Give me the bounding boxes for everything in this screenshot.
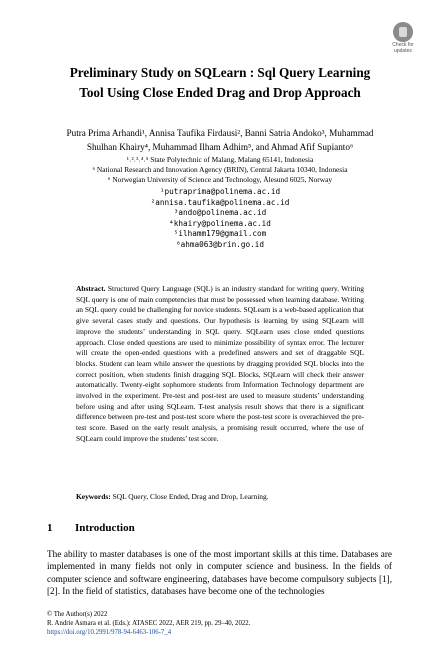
badge-label-line1: Check for	[392, 42, 414, 48]
affiliation-3: ⁶ Norwegian University of Science and Technology, Ålesund 6025, Norway	[107, 175, 333, 184]
authors-line-1: Putra Prima Arhandi¹, Annisa Taufika Firdausi², Banni Satria Andoko³, Muhammad	[66, 128, 374, 138]
paper-title	[40, 63, 400, 103]
section-heading	[47, 521, 347, 535]
keywords-label: Keywords:	[76, 492, 111, 501]
check-for-updates-badge[interactable]	[388, 22, 418, 58]
badge-label-line2: updates	[394, 48, 412, 54]
affiliation-1: ¹˒²˒³˒⁴˒⁵ State Polytechnic of Malang, Malang 65141, Indonesia	[126, 155, 314, 164]
section-number: 1	[47, 522, 53, 534]
check-for-updates-icon	[393, 22, 413, 42]
title-line-2: Tool Using Close Ended Drag and Drop Approach	[79, 85, 361, 100]
affiliations	[30, 155, 410, 185]
email-4[interactable]: ⁴khairy@polinema.ac.id	[169, 218, 271, 228]
abstract-text: Structured Query Language (SQL) is an industry standard for writing query. Writing SQL query is one of main competencies that must be possessed when learning database. Writing an SQL query could be challenging for novice students. SQLearn is a web-based application that give several cases study and questions. Our hypothesis is learning by using SQLearn will improve the students’ understanding in SQL query. SQLearn uses close ended questions approach. Close ended questions are used to minimize possibility of syntax error. The lecturer will create the open-ended questions with a predefined answers and set of draggable SQL blocks. Student can learn while answer the questions by dragging provided SQL blocks into the correct position, when students finish dragging SQL Blocks, SQLearn will check their answer automatically. Twenty-eight sophomore students from Information Technology department are involved in the experiment. Pre-test and post-test are used to measure students’ understanding before using and after using SQLearn. T-test analysis result shows that there is a significant difference between pre-test and post-test score where the post-test score is overachieved the pre-test score. Based on the early result analysis, a promising result occurred, where the use of SQLearn could improve the students’ test score.	[76, 284, 364, 443]
affiliation-2: ⁶ National Research and Innovation Agency (BRIN), Central Jakarta 10340, Indonesia	[92, 165, 348, 174]
email-3[interactable]: ³ando@polinema.ac.id	[173, 208, 267, 217]
citation-line: R. Andrie Asmara et al. (Eds.): ATASEC 2022, AER 219, pp. 29–40, 2022.	[47, 619, 251, 627]
abstract	[76, 284, 364, 445]
email-5[interactable]: ⁵ilhamm179@gmail.com	[173, 229, 267, 238]
section-title: Introduction	[75, 522, 135, 534]
title-line-1: Preliminary Study on SQLearn : Sql Query Learning	[69, 65, 371, 80]
email-6[interactable]: ⁶ahma063@brin.go.id	[176, 239, 264, 249]
author-list	[30, 126, 410, 154]
intro-paragraph: The ability to master databases is one of the most important skills at this time. Databases are implemented in many fields not only in computer science and business. In the fields of computer science and software engineering, databases have become compulsory subjects [1], [2]. In the field of statistics, databases have become one of the technologies	[47, 549, 392, 596]
keywords-text: SQL Query, Close Ended, Drag and Drop, Learning.	[112, 492, 269, 501]
abstract-label: Abstract.	[76, 284, 106, 293]
keywords	[76, 492, 364, 502]
copyright-line: © The Author(s) 2022	[47, 611, 108, 618]
footer	[47, 611, 392, 637]
doi-link[interactable]: https://doi.org/10.2991/978-94-6463-106-7_4	[47, 628, 172, 636]
email-2[interactable]: ²annisa.taufika@polinema.ac.id	[150, 197, 290, 207]
authors-line-2: Shulhan Khairy⁴, Muhammad Ilham Adhim⁵, and Ahmad Afif Supianto⁶	[86, 142, 354, 152]
email-1[interactable]: ¹putraprima@polinema.ac.id	[159, 187, 281, 196]
email-list	[30, 187, 410, 250]
